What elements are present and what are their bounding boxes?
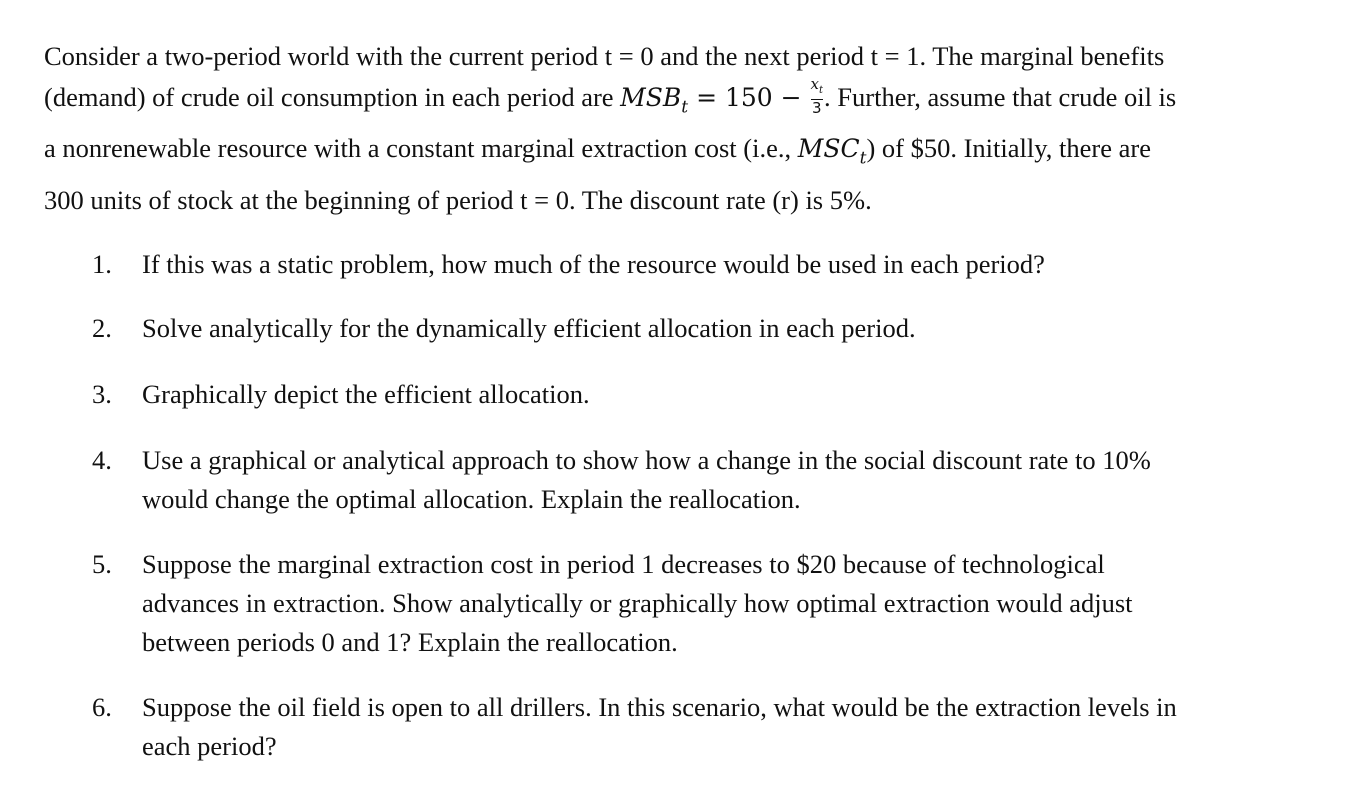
intro-line-4: 300 units of stock at the beginning of period t = 0. The discount rate (r) is 5%.	[44, 184, 872, 215]
question-text	[142, 309, 1292, 348]
problem-document	[44, 36, 1334, 221]
fraction-numerator	[811, 76, 824, 99]
question-line: If this was a static problem, how much of the resource would be used in each period?	[142, 249, 1045, 279]
fraction-numerator-x: x	[810, 74, 819, 93]
question-number: 5.	[92, 549, 112, 579]
question-number: 1.	[92, 249, 112, 279]
fraction-denominator: 3	[812, 98, 822, 117]
question-line: Graphically depict the efficient allocation.	[142, 379, 590, 409]
intro-line-2-text: (demand) of crude oil consumption in each period are	[44, 82, 621, 112]
intro-line-2	[44, 74, 1334, 128]
intro-line-3	[44, 128, 1334, 179]
question-line: Use a graphical or analytical approach to show how a change in the social discount rate to 10%	[142, 445, 1151, 475]
question-number: 3.	[92, 379, 112, 409]
msb-symbol: MSB	[620, 83, 682, 112]
intro-line-2-tail: . Further, assume that crude oil is	[824, 82, 1177, 112]
question-text	[142, 545, 1292, 662]
question-line: Suppose the oil field is open to all drillers. In this scenario, what would be the extraction levels in	[142, 692, 1177, 722]
question-number: 6.	[92, 692, 112, 722]
msc-symbol: MSC	[797, 134, 860, 164]
question-line: Suppose the marginal extraction cost in period 1 decreases to $20 because of technological	[142, 549, 1105, 579]
question-line: advances in extraction. Show analytically or graphically how optimal extraction would adjust	[142, 588, 1133, 618]
msb-fraction	[811, 76, 824, 116]
question-text	[142, 441, 1292, 519]
question-line: each period?	[142, 731, 277, 761]
question-number: 4.	[92, 445, 112, 475]
question-number: 2.	[92, 313, 112, 343]
question-text	[142, 375, 1292, 414]
msb-equation: = 150 −	[688, 83, 810, 112]
intro-line-3-text: a nonrenewable resource with a constant marginal extraction cost (i.e.,	[44, 133, 798, 164]
msb-subscript: t	[681, 97, 689, 118]
question-text	[142, 688, 1292, 766]
intro-line-1: Consider a two-period world with the current period t = 0 and the next period t = 1. The marginal benefits	[44, 41, 1165, 71]
question-line: between periods 0 and 1? Explain the reallocation.	[142, 627, 678, 657]
fraction-numerator-sub: t	[819, 84, 824, 96]
problem-intro	[44, 36, 1334, 221]
msc-subscript: t	[859, 148, 867, 169]
intro-line-3-tail: ) of $50. Initially, there are	[866, 133, 1151, 164]
question-line: Solve analytically for the dynamically efficient allocation in each period.	[142, 313, 916, 343]
question-line: would change the optimal allocation. Explain the reallocation.	[142, 484, 801, 514]
question-text	[142, 245, 1292, 284]
